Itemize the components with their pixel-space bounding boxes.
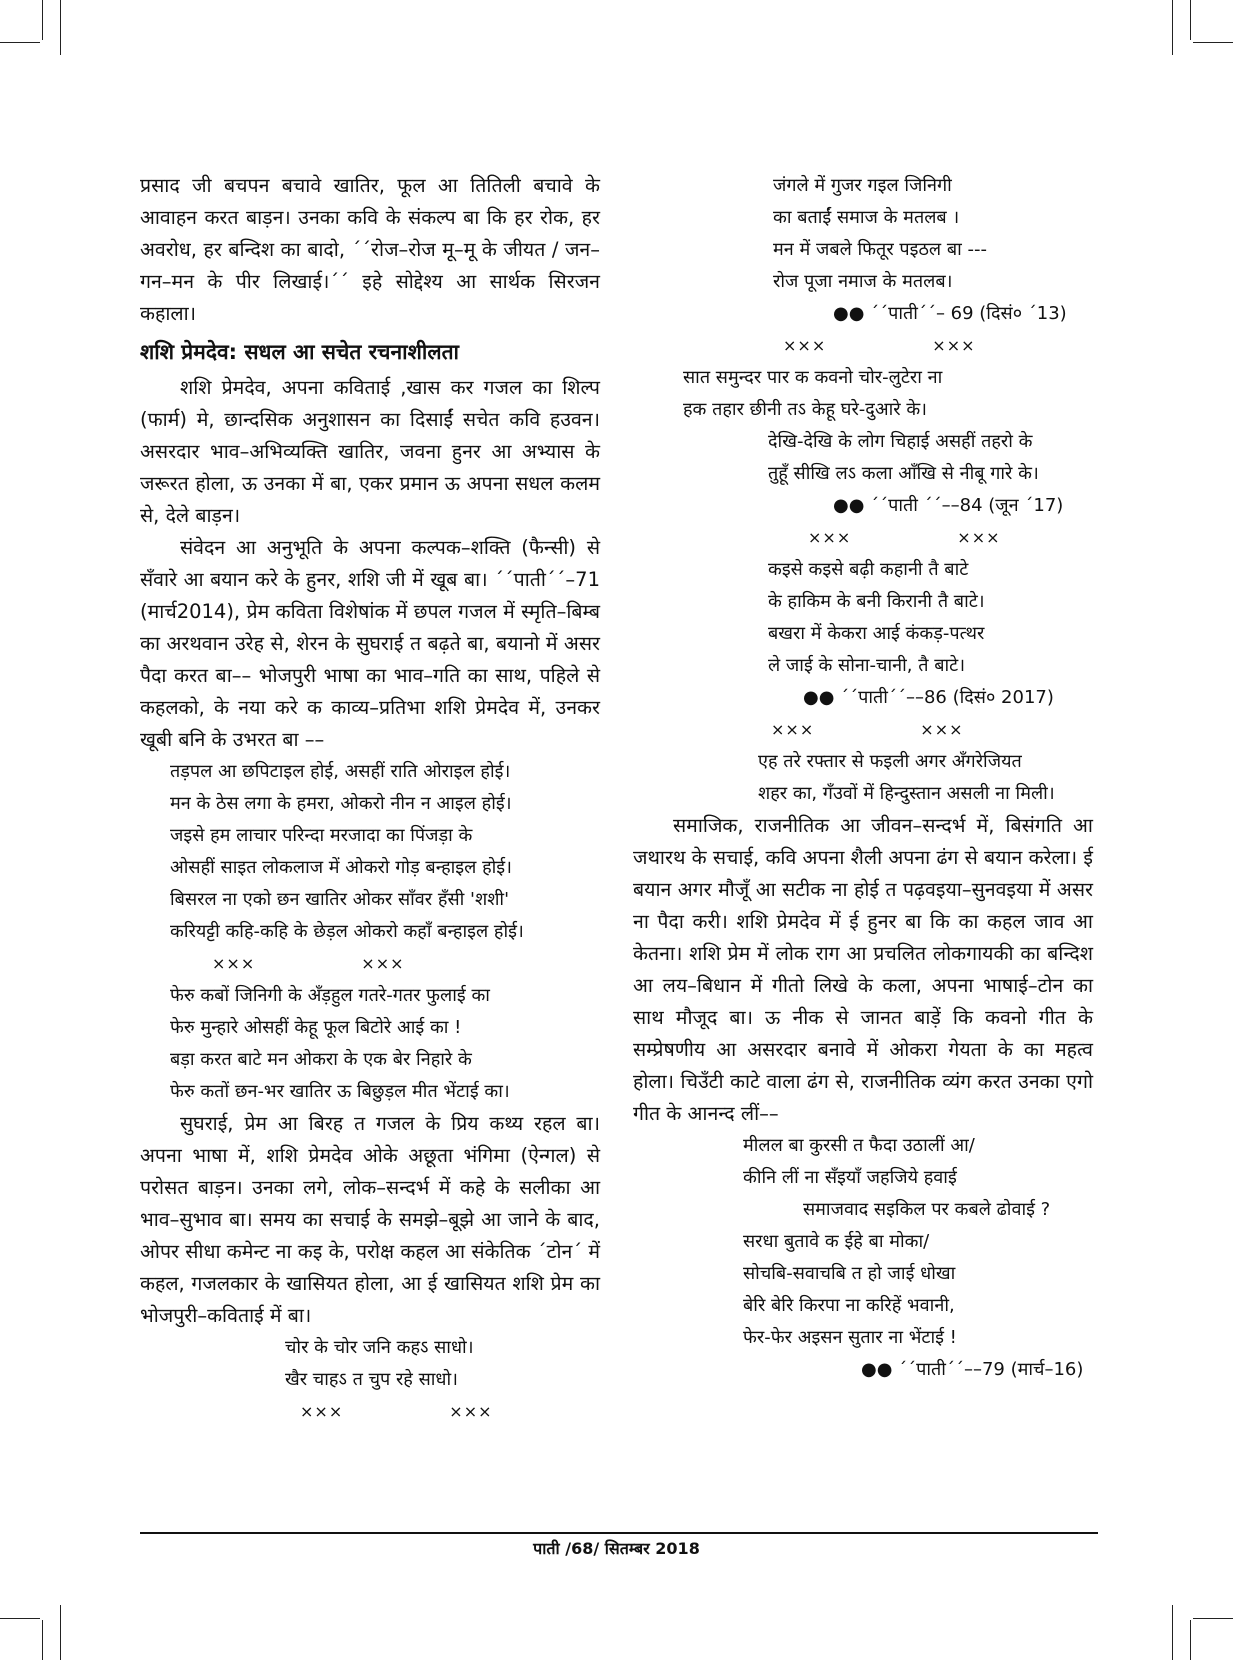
poem-block — [140, 1332, 600, 1396]
crop-mark — [1172, 0, 1173, 55]
poem-line: कीनि लीं ना सँइयाँ जहजिये हवाई — [743, 1167, 957, 1188]
poem-block — [633, 170, 1093, 298]
poem-line: एह तरे रफ्तार से फइली अगर अँगरेजियत — [758, 751, 1022, 772]
right-column — [633, 170, 1093, 1386]
poem-block — [633, 426, 1093, 490]
left-column — [140, 170, 600, 1428]
separator: ××× ××× — [808, 528, 1001, 547]
page-footer: पाती /68/ सितम्बर 2018 — [533, 1539, 700, 1558]
poem-line: फेरु मुन्हारे ओसहीं केहू फूल बिटोरे आई का ! — [170, 1017, 462, 1038]
source-reference: ●● ´´पाती´´––79 (मार्च–16) — [861, 1359, 1084, 1380]
poem-block — [140, 756, 600, 948]
poem-line: फेरु कतों छन-भर खातिर ऊ बिछुड़ल मीत भेंटाई का। — [170, 1081, 510, 1102]
poem-line: बेरि बेरि किरपा ना करिहें भवानी, — [743, 1295, 955, 1316]
poem-line: ले जाई के सोना-चानी, तै बाटे। — [768, 655, 966, 676]
poem-line: चोर के चोर जनि कहऽ साधो। — [285, 1337, 474, 1358]
crop-mark — [1172, 1605, 1173, 1660]
crop-mark — [1190, 0, 1191, 40]
poem-line: खैर चाहऽ त चुप रहे साधो। — [285, 1369, 458, 1390]
crop-mark — [60, 1605, 61, 1660]
poem-line: जइसे हम लाचार परिन्दा मरजादा का पिंजड़ा के — [170, 825, 473, 846]
poem-block — [633, 554, 1093, 682]
poem-line: मन के ठेस लगा के हमरा, ओकरो नीन न आइल होई। — [170, 793, 512, 814]
poem-line: समाजवाद सइकिल पर कबले ढोवाई ? — [803, 1199, 1051, 1220]
footer-rule — [140, 1532, 1098, 1534]
poem-line: ओसहीं साइत लोकलाज में ओकरो गोड़ बन्हाइल होई। — [170, 857, 512, 878]
poem-block — [140, 980, 600, 1108]
poem-line: बड़ा करत बाटे मन ओकरा के एक बेर निहारे के — [170, 1049, 472, 1070]
crop-mark — [0, 1618, 40, 1619]
source-reference: ●● ´´पाती´´– 69 (दिसं० ´13) — [833, 303, 1067, 324]
poem-line: सरधा बुतावे क ईहे बा मोका/ — [743, 1231, 930, 1252]
poem-line: का बताईं समाज के मतलब । — [773, 207, 960, 228]
crop-mark — [42, 0, 43, 40]
paragraph: सुघराई, प्रेम आ बिरह त गजल के प्रिय कथ्य रहल बा। अपना भाषा में, शशि प्रेमदेव ओके अछूता भंगिमा (ऐन्गल) से परोसत बाड़न। उनका लगे, लोक–सन्दर्भ में कहे के सलीका आ भाव–सुभाव बा। समय का सचाई के समझे–बूझे आ जाने के बाद, ओपर सीधा कमेन्ट ना कइ के, परोक्ष कहल आ संकेतिक ´टोन´ में कहल, गजलकार के खासियत होला, आ ई खासियत शशि प्रेम का भोजपुरी–कविताई में बा। — [140, 1112, 600, 1327]
poem-line: फेर-फेर अइसन सुतार ना भेंटाई ! — [743, 1327, 957, 1348]
poem-line: बिसरल ना एको छन खातिर ओकर साँवर हँसी 'शशी' — [170, 889, 510, 910]
paragraph: शशि प्रेमदेव, अपना कविताई ,खास कर गजल का शिल्प (फार्म) मे, छान्दसिक अनुशासन का दिसाईं सचेत कवि हउवन। असरदार भाव–अभिव्यक्ति खातिर, जवना हुनर आ अभ्यास के जरूरत होला, ऊ उनका में बा, एकर प्रमान ऊ अपना सधल कलम से, देले बाड़न। — [140, 376, 600, 527]
poem-line: तुहूँ सीखि लऽ कला आँखि से नीबू गारे के। — [768, 463, 1039, 484]
poem-line: बखरा में केकरा आई कंकड़-पत्थर — [768, 623, 985, 644]
source-reference: ●● ´´पाती ´´––84 (जून ´17) — [833, 495, 1064, 516]
poem-line: करियट्टी कहि-कहि के छेड़ल ओकरो कहाँ बन्हाइल होई। — [170, 921, 524, 942]
separator: ××× ××× — [212, 954, 405, 973]
poem-block — [633, 746, 1093, 810]
poem-line: के हाकिम के बनी किरानी तै बाटे। — [768, 591, 985, 612]
poem-line: सोचबि-सवाचबि त हो जाई धोखा — [743, 1263, 956, 1284]
separator: ××× ××× — [300, 1402, 493, 1421]
poem-block — [633, 1194, 1093, 1226]
crop-mark — [0, 42, 40, 43]
paragraph: प्रसाद जी बचपन बचावे खातिर, फूल आ तितिली बचावे के आवाहन करत बाड़न। उनका कवि के संकल्प बा कि हर रोक, हर अवरोध, हर बन्दिश का बादो, ´´रोज–रोज मू–मू के जीयत / जन–गन–मन के पीर लिखाई।´´ इहे सोद्देश्य आ सार्थक सिरजन कहाला। — [140, 174, 600, 325]
separator: ××× ××× — [771, 720, 964, 739]
poem-line: मीलल बा कुरसी त फैदा उठालीं आ/ — [743, 1135, 975, 1156]
poem-line: कइसे कइसे बढ़ी कहानी तै बाटे — [768, 559, 969, 580]
poem-line: सात समुन्दर पार क कवनो चोर-लुटेरा ना — [683, 367, 943, 388]
separator: ××× ××× — [783, 336, 976, 355]
section-heading: शशि प्रेमदेव: सधल आ सचेत रचनाशीलता — [140, 340, 459, 364]
crop-mark — [42, 1620, 43, 1660]
poem-line: रोज पूजा नमाज के मतलब। — [773, 271, 953, 292]
crop-mark — [1193, 42, 1233, 43]
poem-line: मन में जबले फितूर पइठल बा --- — [773, 239, 987, 260]
poem-line: तड़पल आ छपिटाइल होई, असहीं राति ओराइल होई। — [170, 761, 511, 782]
poem-line: जंगले में गुजर गइल जिनिगी — [773, 175, 952, 196]
crop-mark — [1190, 1620, 1191, 1660]
poem-block — [633, 362, 1093, 426]
crop-mark — [60, 0, 61, 55]
poem-line: हक तहार छीनी तऽ केहू घरे-दुआरे के। — [683, 399, 927, 420]
paragraph: संवेदन आ अनुभूति के अपना कल्पक–शक्ति (फैन्सी) से सँवारे आ बयान करे के हुनर, शशि जी में खूब बा। ´´पाती´´–71 (मार्च2014), प्रेम कविता विशेषांक में छपल गजल में स्मृति–बिम्ब का अरथवान उरेह से, शेरन के सुघराई त बढ़ते बा, बयानो में असर पैदा करत बा–– भोजपुरी भाषा का भाव–गति का साथ, पहिले से कहलको, के नया करे क काव्य–प्रतिभा शशि प्रेमदेव में, उनकर खूबी बनि के उभरत बा –– — [140, 536, 600, 751]
poem-line: शहर का, गँउवों में हिन्दुस्तान असली ना मिली। — [758, 783, 1055, 804]
poem-line: फेरु कबों जिनिगी के अँड़हुल गतरे-गतर फुलाई का — [170, 985, 490, 1006]
poem-line: देखि-देखि के लोग चिहाई असहीं तहरो के — [768, 431, 1033, 452]
source-reference: ●● ´´पाती´´––86 (दिसं० 2017) — [803, 687, 1054, 708]
poem-block — [633, 1226, 1093, 1354]
crop-mark — [1193, 1618, 1233, 1619]
poem-block — [633, 1130, 1093, 1194]
paragraph: समाजिक, राजनीतिक आ जीवन–सन्दर्भ में, बिसंगति आ जथारथ के सचाई, कवि अपना शैली अपना ढंग से बयान करेला। ई बयान अगर मौजूँ आ सटीक ना होई त पढ़वइया–सुनवइया में असर ना पैदा करी। शशि प्रेमदेव में ई हुनर बा कि का कहल जाव आ केतना। शशि प्रेम में लोक राग आ प्रचलित लोकगायकी का बन्दिश आ लय–बिधान में गीतो लिखे के कला, अपना भाषाई–टोन का साथ मौजूद बा। ऊ नीक से जानत बाड़ें कि कवनो गीत के सम्प्रेषणीय आ असरदार बनावे में ओकरा गेयता के का महत्व होला। चिउँटी काटे वाला ढंग से, राजनीतिक व्यंग करत उनका एगो गीत के आनन्द लीं–– — [633, 814, 1093, 1125]
